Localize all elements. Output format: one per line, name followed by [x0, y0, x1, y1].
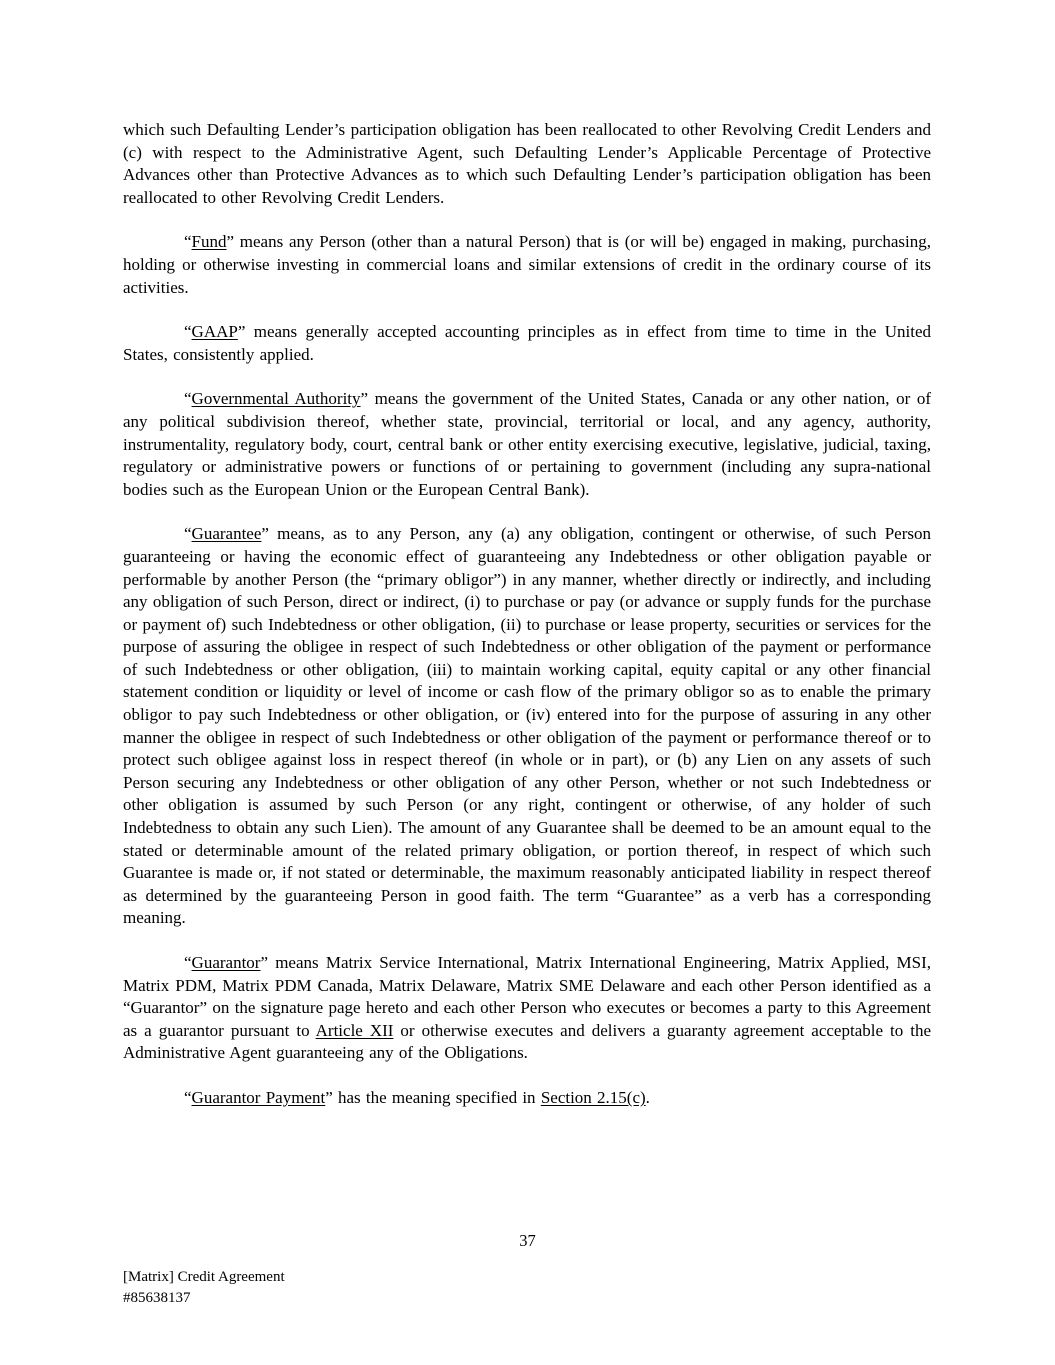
footer-doc-title: [Matrix] Credit Agreement [123, 1269, 285, 1285]
paragraph-text: “ [184, 232, 192, 252]
defined-term: Fund [191, 232, 227, 252]
paragraph [123, 1087, 931, 1110]
defined-term: Governmental Authority [191, 389, 361, 409]
paragraph [123, 119, 931, 209]
defined-term: Article XII [315, 1020, 394, 1040]
defined-term: Section 2.15(c) [540, 1087, 646, 1107]
paragraph [123, 321, 931, 366]
paragraph-text: “ [184, 1087, 192, 1107]
defined-term: Guarantor Payment [191, 1087, 326, 1107]
paragraph-text: “ [184, 524, 192, 544]
paragraph [123, 388, 931, 501]
document-body [123, 119, 931, 1132]
defined-term: GAAP [191, 322, 238, 342]
paragraph [123, 523, 931, 930]
page-number: 37 [519, 1231, 536, 1250]
paragraph-text: which such Defaulting Lender’s participation obligation has been reallocated to other Revolving Credit Lenders and (c) with respect to the Administrative Agent, such Defaulting Lender’s Applicable Percentage of Protective Advances other than Protective Advances as to which such Defaulting Lender’s participation obligation has been reallocated to other Revolving Credit Lenders. [123, 120, 931, 207]
document-footer [123, 1267, 285, 1308]
paragraph-text: or otherwise executes and delivers a guaranty agreement acceptable to the Administrative Agent guaranteeing any of the Obligations. [123, 1020, 931, 1063]
footer-doc-id: #85638137 [123, 1289, 191, 1306]
paragraph-text: . [645, 1087, 650, 1107]
paragraph [123, 952, 931, 1065]
paragraph-text: ” has the meaning specified in [325, 1087, 541, 1107]
defined-term: Guarantor [191, 953, 261, 972]
paragraph-text: ” means the government of the United States, Canada or any other nation, or of any political subdivision thereof, whether state, provincial, territorial or local, and any agency, authority, instrumentality, regulatory body, court, central bank or other entity exercising executive, legislative, judicial, taxing, regulatory or administrative powers or functions of or pertaining to government (including any supra-national bodies such as the European Union or the European Central Bank). [123, 389, 931, 499]
defined-term: Guarantee [191, 524, 262, 544]
paragraph-text: “ [184, 389, 192, 409]
paragraph-text: ” means Matrix Service International, Matrix International Engineering, Matrix Applied, MSI, Matrix PDM, Matrix PDM Canada, Matrix Delaware, Matrix SME Delaware and each other Person identified as a “Guarantor” on the signature page hereto and each other Person who executes or becomes a party to this Agreement as a guarantor pursuant to [123, 953, 931, 1040]
paragraph-text: “ [184, 322, 192, 342]
paragraph [123, 231, 931, 299]
paragraph-text: “ [184, 953, 192, 972]
paragraph-text: ” means, as to any Person, any (a) any obligation, contingent or otherwise, of such Person guaranteeing or having the economic effect of guaranteeing any Indebtedness or other obligation payable or performable by another Person (the “primary obligor”) in any manner, whether directly or indirectly, and including any obligation of such Person, direct or indirect, (i) to purchase or pay (or advance or supply funds for the purchase or payment of) such Indebtedness or other obligation, (ii) to purchase or lease property, securities or services for the purpose of assuring the obligee in respect of such Indebtedness or other obligation of the payment or performance of such Indebtedness or other obligation, (iii) to maintain working capital, equity capital or any other financial statement condition or liquidity or level of income or cash flow of the primary obligor so as to enable the primary obligor to pay such Indebtedness or other obligation, or (iv) entered into for the purpose of assuring in any other manner the obligee in respect of such Indebtedness or other obligation of the payment or performance thereof or to protect such obligee against loss in respect thereof (in whole or in part), or (b) any Lien on any assets of such Person securing any Indebtedness or other obligation of any other Person, whether or not such Indebtedness or other obligation is assumed by such Person (or any right, contingent or otherwise, of any holder of such Indebtedness to obtain any such Lien). The amount of any Guarantee shall be deemed to be an amount equal to the stated or determinable amount of the related primary obligation, or portion thereof, in respect of which such Guarantee is made or, if not stated or determinable, the maximum reasonably anticipated liability in respect thereof as determined by the guaranteeing Person in good faith. The term “Guarantee” as a verb has a corresponding meaning. [123, 524, 931, 928]
paragraph-text: ” means any Person (other than a natural Person) that is (or will be) engaged in making, purchasing, holding or otherwise investing in commercial loans and similar extensions of credit in the ordinary course of its activities. [123, 232, 931, 297]
paragraph-text: ” means generally accepted accounting principles as in effect from time to time in the United States, consistently applied. [123, 322, 931, 364]
